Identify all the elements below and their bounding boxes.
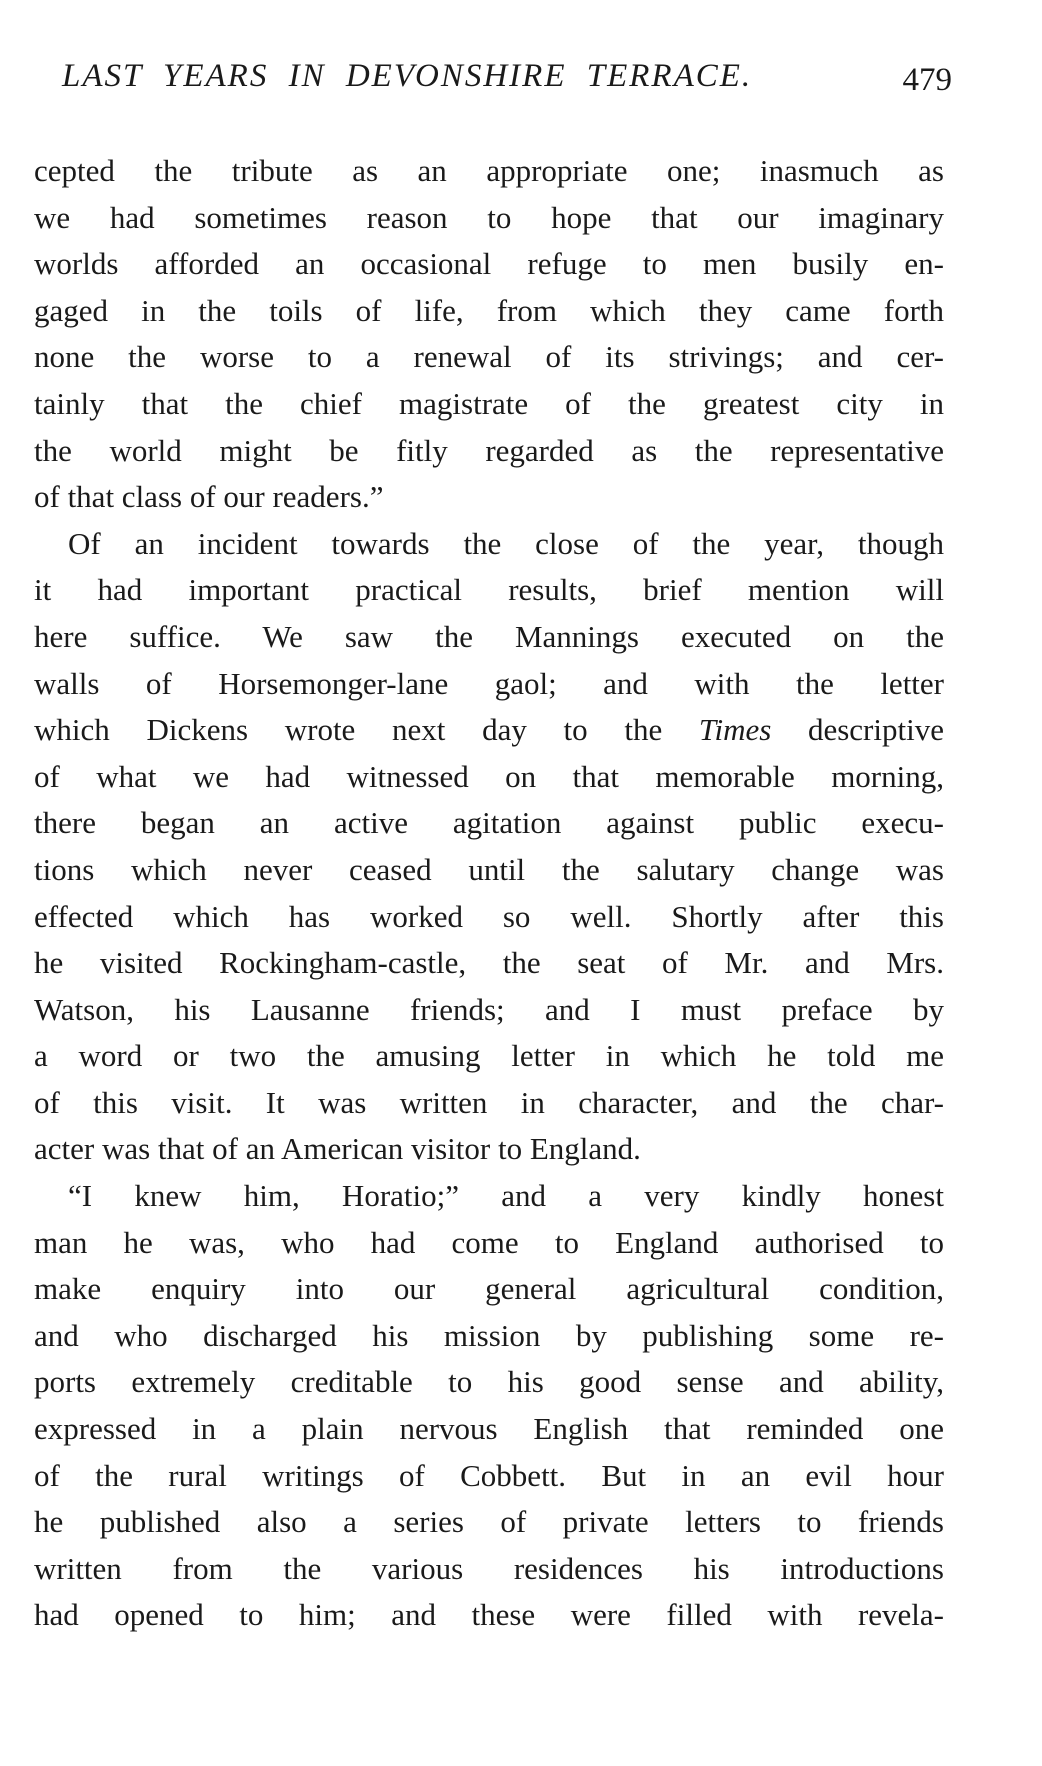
text-line: written from the various residences his introductions xyxy=(34,1550,944,1586)
text-line: here suffice. We saw the Mannings executed on the xyxy=(34,618,944,654)
text-line: none the worse to a renewal of its strivings; and cer- xyxy=(34,339,944,375)
text-line: and who discharged his mission by publishing some re- xyxy=(34,1317,944,1353)
running-title: LAST YEARS IN DEVONSHIRE TERRACE. xyxy=(62,58,753,94)
page-header xyxy=(62,58,952,118)
text-line: ports extremely creditable to his good sense and ability, xyxy=(34,1364,944,1400)
text-line: acter was that of an American visitor to England. xyxy=(34,1131,641,1167)
text-line: cepted the tribute as an appropriate one; inasmuch as xyxy=(34,153,944,188)
text-line: we had sometimes reason to hope that our imaginary xyxy=(34,199,944,235)
text-line: gaged in the toils of life, from which they came forth xyxy=(34,292,944,328)
text-line: a word or two the amusing letter in which he told me xyxy=(34,1038,944,1074)
text-line: of the rural writings of Cobbett. But in an evil hour xyxy=(34,1457,944,1493)
text-line: walls of Horsemonger-lane gaol; and with the letter xyxy=(34,665,944,701)
text-line: make enquiry into our general agricultural condition, xyxy=(34,1271,944,1307)
text-line: had opened to him; and these were filled with revela- xyxy=(34,1597,944,1633)
text-line: tainly that the chief magistrate of the greatest city in xyxy=(34,385,944,421)
text-line: the world might be fitly regarded as the representative xyxy=(34,432,944,468)
text-line: expressed in a plain nervous English that reminded one xyxy=(34,1411,944,1447)
text-line: of that class of our readers.” xyxy=(34,479,384,515)
text-line: of what we had witnessed on that memorable morning, xyxy=(34,758,944,794)
text-line: there began an active agitation against public execu- xyxy=(34,805,944,841)
text-line: Watson, his Lausanne friends; and I must preface by xyxy=(34,991,944,1027)
text-line: it had important practical results, brief mention will xyxy=(34,572,944,608)
paragraph xyxy=(34,148,944,521)
text-line: “I knew him, Horatio;” and a very kindly honest xyxy=(68,1178,944,1214)
text-line: Of an incident towards the close of the year, though xyxy=(68,525,944,561)
body-text xyxy=(34,148,944,1639)
paragraph xyxy=(34,1173,944,1639)
text-line: which Dickens wrote next day to the Times descriptive xyxy=(34,712,944,748)
text-line: man he was, who had come to England authorised to xyxy=(34,1224,944,1260)
text-line: he visited Rockingham-castle, the seat of Mr. and Mrs. xyxy=(34,945,944,981)
page-number: 479 xyxy=(902,62,952,98)
text-line: tions which never ceased until the salutary change was xyxy=(34,851,944,887)
text-line: effected which has worked so well. Shortly after this xyxy=(34,898,944,934)
text-line: he published also a series of private letters to friends xyxy=(34,1504,944,1540)
text-line: worlds afforded an occasional refuge to men busily en- xyxy=(34,246,944,282)
newspaper-title: Times xyxy=(698,712,772,748)
paragraph xyxy=(34,521,944,1173)
text-line: of this visit. It was written in character, and the char- xyxy=(34,1084,944,1120)
